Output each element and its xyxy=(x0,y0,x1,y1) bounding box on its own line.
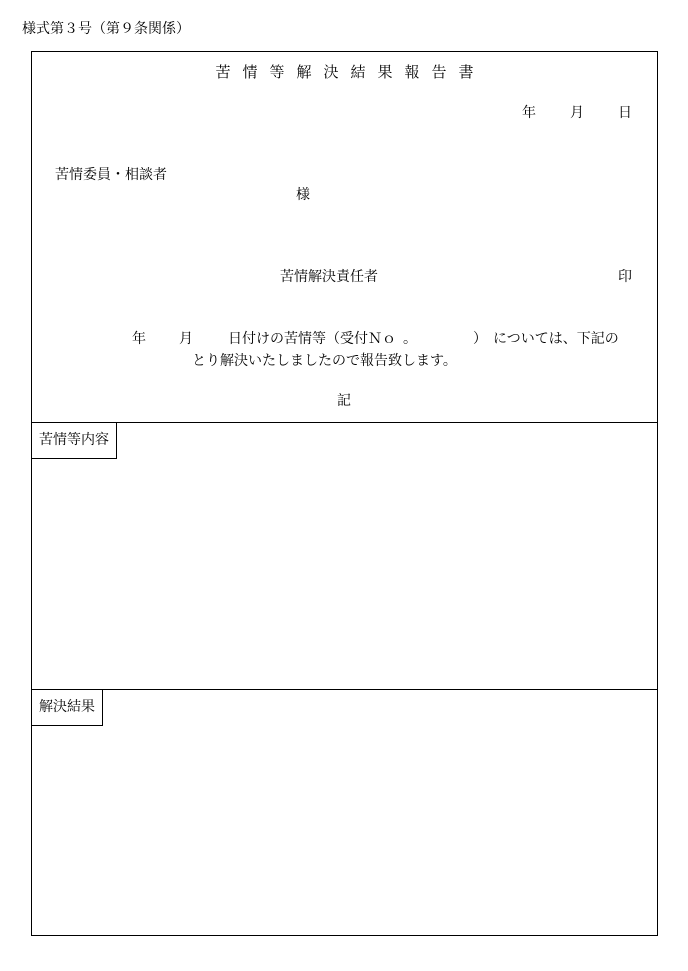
seal-mark: 印 xyxy=(618,269,632,285)
ki-marker: 記 xyxy=(337,393,351,409)
complaint-content-label: 苦情等内容 xyxy=(31,422,117,459)
addressee-label: 苦情委員・相談者 xyxy=(55,167,167,183)
date-day-label: 日 xyxy=(618,105,632,121)
body-month-label: 月 xyxy=(179,331,193,347)
body-no-mark: 。 xyxy=(403,331,417,347)
honorific-sama: 様 xyxy=(296,187,310,203)
responsible-person-label: 苦情解決責任者 xyxy=(280,269,378,285)
section-divider-top xyxy=(32,422,657,423)
section-divider-middle xyxy=(32,689,657,690)
body-text-line2: とり解決いたしましたので報告致します。 xyxy=(192,353,457,369)
resolution-result-label: 解決結果 xyxy=(31,689,103,726)
date-year-label: 年 xyxy=(522,105,536,121)
report-form-frame xyxy=(31,51,658,936)
body-text-line1-end: については、下記の xyxy=(493,331,619,347)
body-close-paren: ） xyxy=(473,331,487,347)
date-month-label: 月 xyxy=(570,105,584,121)
form-number-label: 様式第３号（第９条関係） xyxy=(22,21,190,37)
body-year-label: 年 xyxy=(132,331,146,347)
document-title: 苦情等解決結果報告書 xyxy=(215,63,486,81)
body-text-receipt: 日付けの苦情等（受付Ｎｏ xyxy=(228,331,396,347)
